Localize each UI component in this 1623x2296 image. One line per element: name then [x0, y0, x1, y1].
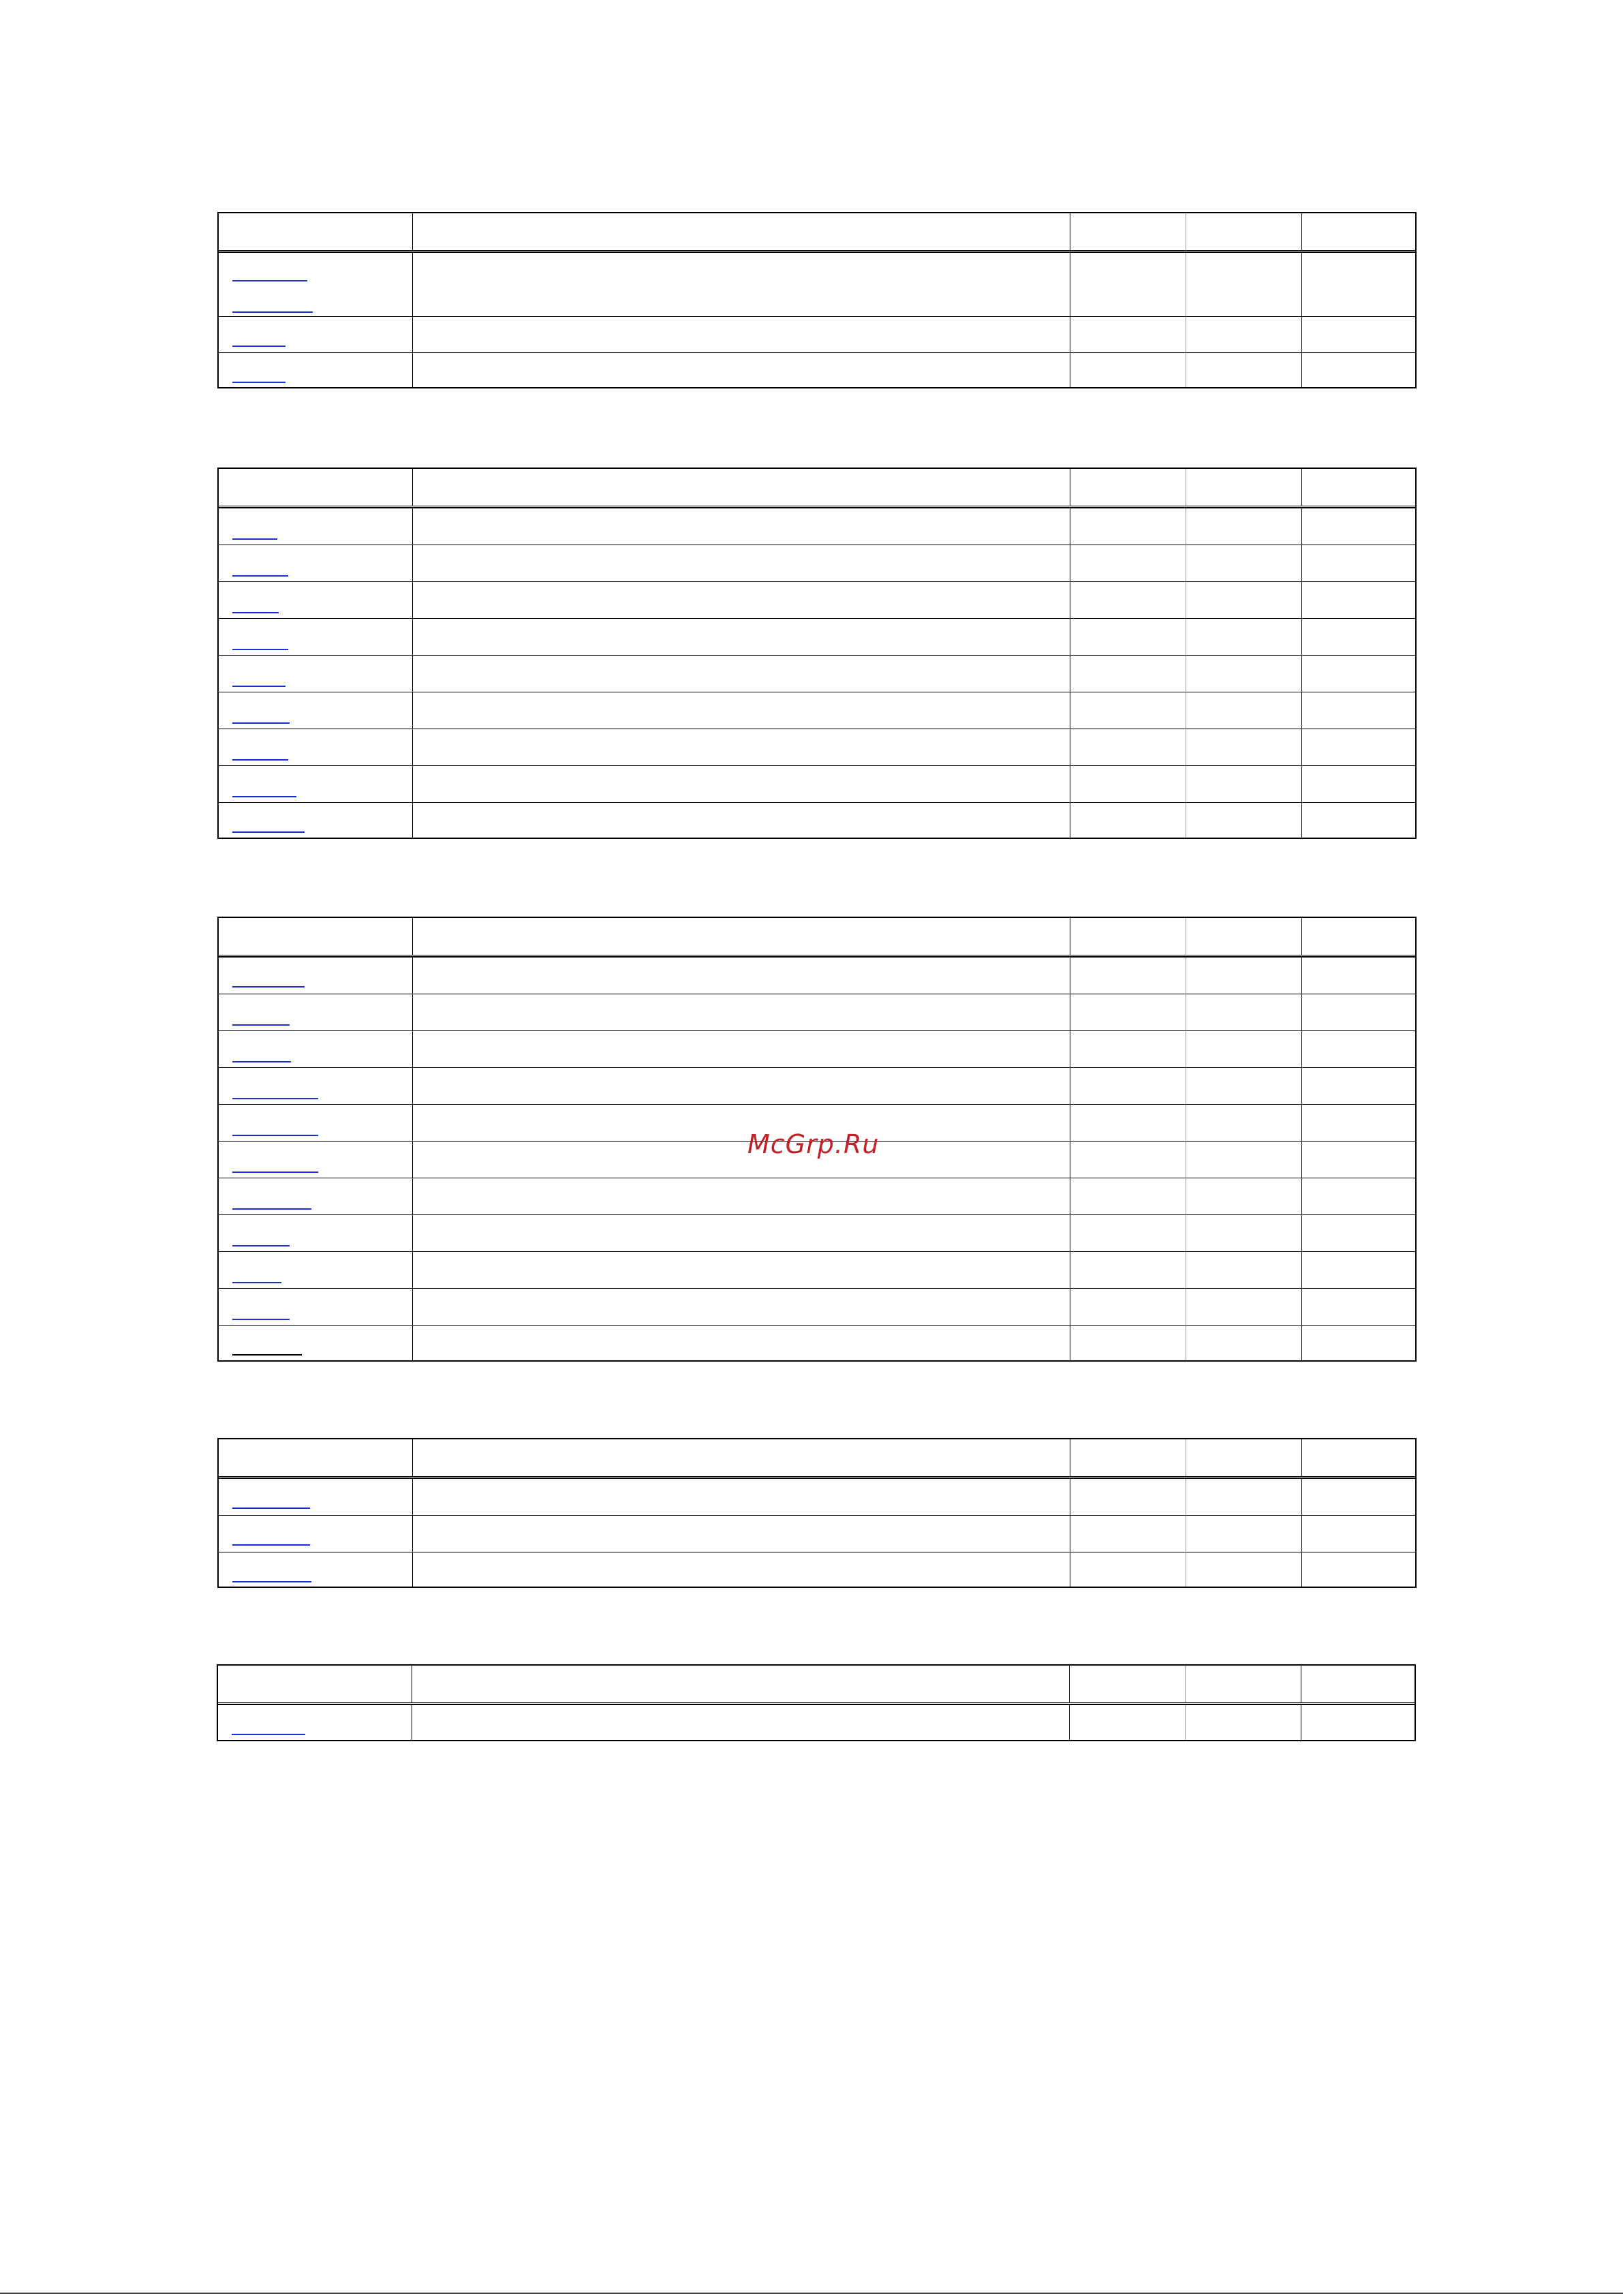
table-cell — [1186, 692, 1301, 729]
table-cell — [412, 729, 1070, 765]
header-cell — [1301, 1439, 1415, 1476]
table-cell — [1301, 508, 1415, 545]
table-cell — [1070, 582, 1186, 618]
table-cell — [1301, 656, 1415, 692]
table-cell — [1070, 1252, 1186, 1288]
table-cell — [1186, 1105, 1301, 1141]
table-cell — [1186, 317, 1301, 352]
table-cell — [1070, 545, 1186, 581]
row-link[interactable] — [232, 1098, 318, 1099]
header-cell — [219, 469, 412, 506]
table-cell — [412, 692, 1070, 729]
table-cell — [1301, 766, 1415, 802]
table-header — [219, 918, 1415, 957]
table-header — [219, 213, 1415, 252]
table-cell — [1070, 729, 1186, 765]
link-cell — [219, 545, 412, 581]
table-cell — [1186, 582, 1301, 618]
table-cell — [412, 582, 1070, 618]
header-cell — [1186, 1439, 1301, 1476]
header-cell — [412, 918, 1070, 955]
table-1 — [217, 212, 1417, 388]
table-row — [219, 957, 1415, 994]
table-cell — [1070, 1031, 1186, 1067]
table-row — [219, 1552, 1415, 1587]
table-cell — [412, 1142, 1070, 1178]
row-link[interactable] — [232, 612, 279, 613]
link-cell — [219, 508, 412, 545]
table-cell — [412, 508, 1070, 545]
table-cell — [1070, 1105, 1186, 1141]
link-cell — [219, 353, 412, 387]
row-link[interactable] — [232, 1507, 310, 1509]
table-cell — [1301, 1142, 1415, 1178]
table-row — [219, 1067, 1415, 1104]
table-cell — [1070, 1142, 1186, 1178]
table-cell — [1070, 353, 1186, 387]
table-cell — [1301, 1552, 1415, 1587]
table-cell — [1301, 1516, 1415, 1552]
link-cell — [219, 1068, 412, 1104]
table-cell — [1186, 1252, 1301, 1288]
table-cell — [1186, 1068, 1301, 1104]
table-row — [219, 1178, 1415, 1214]
table-cell — [1301, 582, 1415, 618]
table-row — [219, 655, 1415, 692]
link-cell — [219, 253, 412, 316]
table-cell — [1070, 958, 1186, 994]
table-cell — [1070, 508, 1186, 545]
table-cell — [1301, 1705, 1415, 1740]
header-cell — [1301, 1666, 1415, 1702]
table-cell — [1186, 1289, 1301, 1325]
table-cell — [1301, 994, 1415, 1030]
table-header — [219, 469, 1415, 508]
table-cell — [1186, 994, 1301, 1030]
table-cell — [412, 1289, 1070, 1325]
row-link[interactable] — [232, 311, 313, 313]
row-link[interactable] — [232, 538, 277, 540]
table-cell — [1070, 1479, 1186, 1515]
table-row — [219, 692, 1415, 729]
header-cell — [412, 1666, 1069, 1702]
row-link[interactable] — [232, 1319, 290, 1320]
table-header — [219, 1439, 1415, 1478]
table-row — [219, 802, 1415, 838]
link-cell — [219, 692, 412, 729]
header-cell — [219, 1439, 412, 1476]
row-link[interactable] — [232, 796, 296, 797]
header-cell — [218, 1666, 412, 1702]
link-cell — [219, 317, 412, 352]
table-row — [219, 252, 1415, 316]
row-link[interactable] — [232, 1172, 318, 1173]
table-cell — [1301, 1178, 1415, 1214]
row-link[interactable] — [232, 759, 288, 761]
link-cell — [218, 1705, 412, 1740]
link-cell — [219, 1479, 412, 1515]
link-cell — [219, 1031, 412, 1067]
table-row — [219, 1478, 1415, 1515]
table-cell — [1186, 1142, 1301, 1178]
link-cell — [219, 1252, 412, 1288]
header-cell — [1186, 213, 1301, 250]
table-cell — [412, 656, 1070, 692]
header-cell — [1185, 1666, 1301, 1702]
table-row — [219, 508, 1415, 545]
table-cell — [1301, 1252, 1415, 1288]
table-cell — [1186, 545, 1301, 581]
table-row — [219, 1030, 1415, 1067]
table-row — [219, 1251, 1415, 1288]
table-cell — [412, 1705, 1069, 1740]
header-cell — [1069, 1666, 1185, 1702]
table-cell — [1301, 317, 1415, 352]
table-cell — [1070, 994, 1186, 1030]
link-cell — [219, 1215, 412, 1251]
row-link[interactable] — [232, 346, 285, 347]
header-cell — [1070, 918, 1186, 955]
row-link[interactable] — [232, 649, 288, 650]
table-cell — [1186, 766, 1301, 802]
row-link[interactable] — [232, 575, 288, 577]
table-cell — [1070, 1289, 1186, 1325]
table-row — [219, 1214, 1415, 1251]
table-cell — [1070, 1552, 1186, 1587]
link-cell — [219, 1289, 412, 1325]
table-cell — [1070, 1215, 1186, 1251]
table-cell — [412, 1552, 1070, 1587]
table-cell — [412, 1516, 1070, 1552]
row-link[interactable] — [232, 722, 290, 724]
header-cell — [219, 213, 412, 250]
table-cell — [1301, 729, 1415, 765]
table-row — [219, 729, 1415, 765]
row-link[interactable] — [232, 1024, 290, 1026]
table-cell — [1301, 619, 1415, 655]
table-cell — [1070, 1068, 1186, 1104]
row-link[interactable] — [232, 686, 285, 687]
table-cell — [412, 1479, 1070, 1515]
table-cell — [412, 1031, 1070, 1067]
row-link[interactable] — [232, 1135, 318, 1136]
table-cell — [1070, 1516, 1186, 1552]
table-cell — [1301, 958, 1415, 994]
header-cell — [412, 1439, 1070, 1476]
row-link[interactable] — [232, 280, 307, 281]
header-cell — [1301, 213, 1415, 250]
table-cell — [1186, 1326, 1301, 1360]
table-cell — [1185, 1705, 1301, 1740]
watermark: McGrp.Ru — [747, 1129, 880, 1159]
row-link[interactable] — [232, 1282, 281, 1283]
table-cell — [1301, 1031, 1415, 1067]
table-cell — [412, 1068, 1070, 1104]
table-cell — [1186, 1552, 1301, 1587]
header-cell — [412, 469, 1070, 506]
header-cell — [219, 918, 412, 955]
table-row — [219, 1515, 1415, 1552]
table-cell — [412, 545, 1070, 581]
table-row — [219, 581, 1415, 618]
table-cell — [412, 803, 1070, 838]
table-row — [218, 1704, 1415, 1740]
table-row — [219, 352, 1415, 387]
table-cell — [1069, 1705, 1185, 1740]
link-cell — [219, 1142, 412, 1178]
table-cell — [1301, 1215, 1415, 1251]
table-cell — [1070, 766, 1186, 802]
table-cell — [1186, 1215, 1301, 1251]
table-row — [219, 316, 1415, 352]
link-cell — [219, 619, 412, 655]
table-cell — [412, 317, 1070, 352]
link-cell — [219, 582, 412, 618]
table-cell — [1070, 253, 1186, 316]
row-link[interactable] — [232, 831, 305, 833]
table-4 — [217, 1438, 1417, 1588]
table-cell — [1186, 508, 1301, 545]
row-link[interactable] — [232, 1581, 311, 1582]
link-cell — [219, 994, 412, 1030]
table-cell — [412, 1178, 1070, 1214]
header-cell — [1070, 1439, 1186, 1476]
link-cell — [219, 803, 412, 838]
table-cell — [412, 1105, 1070, 1141]
link-cell — [219, 1105, 412, 1141]
table-cell — [1301, 1105, 1415, 1141]
table-cell — [1070, 803, 1186, 838]
table-cell — [1070, 692, 1186, 729]
link-cell — [219, 1552, 412, 1587]
table-5 — [217, 1664, 1416, 1741]
link-cell — [219, 1326, 412, 1360]
table-row — [219, 1288, 1415, 1325]
table-2 — [217, 468, 1417, 839]
table-cell — [412, 353, 1070, 387]
table-cell — [1186, 353, 1301, 387]
table-row — [219, 545, 1415, 581]
table-row — [219, 1325, 1415, 1360]
table-cell — [412, 1326, 1070, 1360]
table-cell — [1186, 1479, 1301, 1515]
table-cell — [1186, 1178, 1301, 1214]
row-link — [232, 1354, 302, 1356]
row-link[interactable] — [232, 382, 285, 383]
table-cell — [1301, 692, 1415, 729]
link-cell — [219, 1178, 412, 1214]
table-cell — [1186, 958, 1301, 994]
link-cell — [219, 766, 412, 802]
header-cell — [1186, 918, 1301, 955]
link-cell — [219, 1516, 412, 1552]
row-link[interactable] — [232, 1208, 311, 1210]
table-cell — [1186, 619, 1301, 655]
row-link[interactable] — [232, 1734, 305, 1735]
table-cell — [412, 253, 1070, 316]
table-row — [219, 994, 1415, 1030]
table-cell — [412, 1215, 1070, 1251]
table-cell — [1186, 729, 1301, 765]
header-cell — [1070, 213, 1186, 250]
row-link[interactable] — [232, 986, 305, 988]
table-row — [219, 765, 1415, 802]
link-cell — [219, 958, 412, 994]
table-cell — [1186, 1031, 1301, 1067]
page-bottom-rule — [0, 2293, 1623, 2294]
table-cell — [1070, 656, 1186, 692]
table-cell — [1301, 1326, 1415, 1360]
table-cell — [1301, 803, 1415, 838]
table-cell — [1070, 1178, 1186, 1214]
header-cell — [1070, 469, 1186, 506]
table-cell — [412, 958, 1070, 994]
table-cell — [1186, 1516, 1301, 1552]
table-cell — [1301, 545, 1415, 581]
table-cell — [1186, 656, 1301, 692]
table-cell — [1301, 1479, 1415, 1515]
table-cell — [412, 994, 1070, 1030]
table-cell — [1301, 253, 1415, 316]
row-link[interactable] — [232, 1061, 291, 1062]
table-cell — [1186, 803, 1301, 838]
table-cell — [1186, 253, 1301, 316]
link-cell — [219, 729, 412, 765]
header-cell — [412, 213, 1070, 250]
table-cell — [1070, 619, 1186, 655]
table-cell — [412, 1252, 1070, 1288]
table-cell — [1070, 1326, 1186, 1360]
table-cell — [412, 766, 1070, 802]
table-cell — [412, 619, 1070, 655]
header-cell — [1301, 918, 1415, 955]
table-cell — [1301, 1289, 1415, 1325]
header-cell — [1301, 469, 1415, 506]
row-link[interactable] — [232, 1245, 290, 1246]
table-cell — [1301, 353, 1415, 387]
table-cell — [1301, 1068, 1415, 1104]
table-header — [218, 1666, 1415, 1704]
table-row — [219, 618, 1415, 655]
row-link[interactable] — [232, 1544, 310, 1546]
header-cell — [1186, 469, 1301, 506]
link-cell — [219, 656, 412, 692]
table-cell — [1070, 317, 1186, 352]
